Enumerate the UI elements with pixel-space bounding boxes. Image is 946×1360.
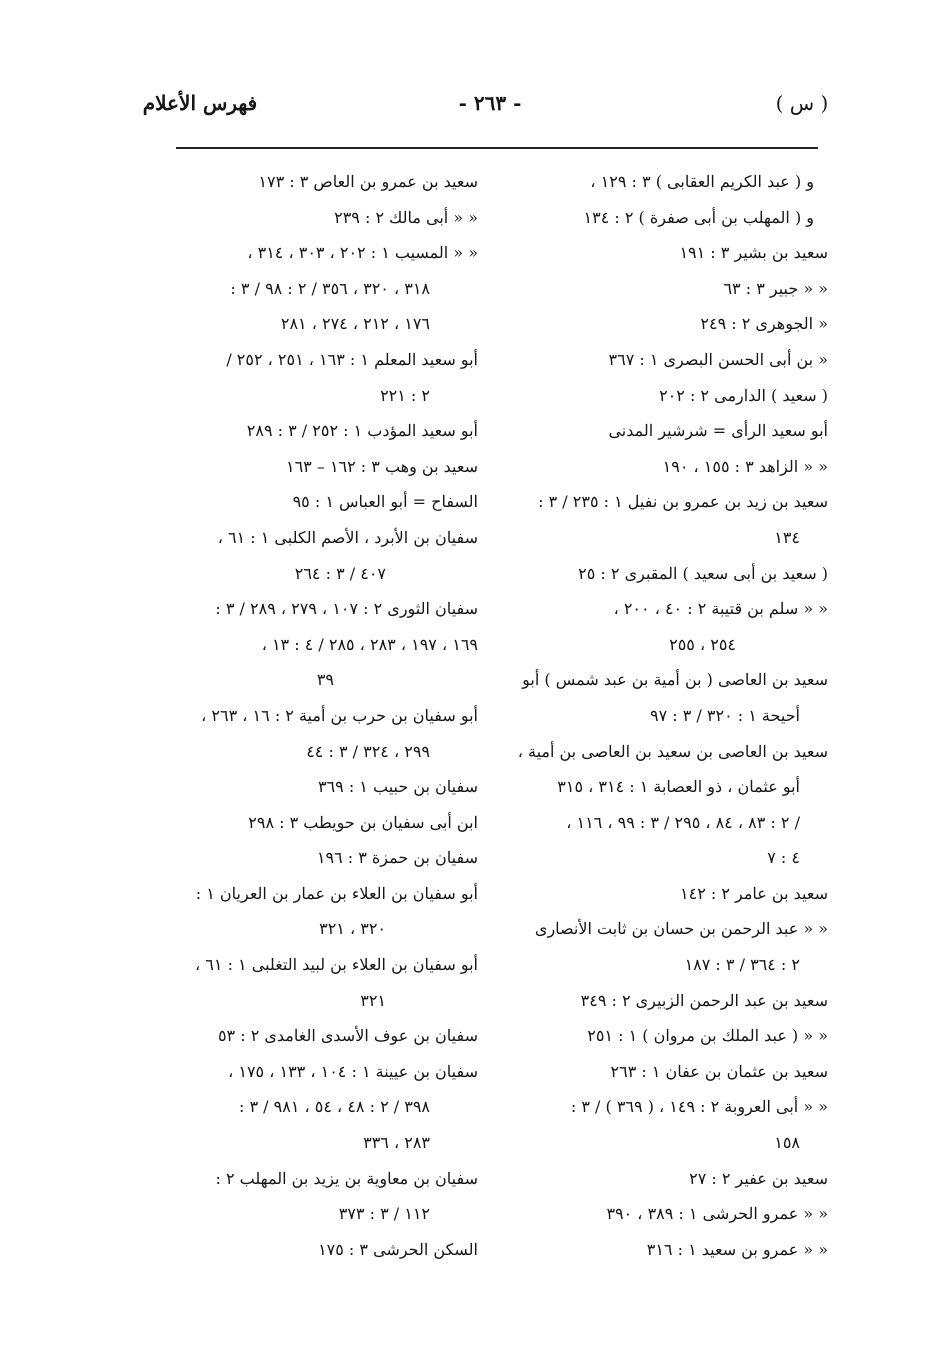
index-entry-line: أبو سعيد المعلم ١ : ١٦٣ ، ٢٥١ ، ٢٥٢ /: [226, 349, 478, 369]
index-entry-line: « « عبد الرحمن بن حسان بن ثابت الأنصارى: [534, 919, 828, 939]
index-entry-line: ٢ : ٣٦٤ / ٣ : ١٨٧: [684, 955, 800, 975]
index-entry-line: أبو سعيد الرأى = شرشير المدنى: [608, 421, 828, 441]
index-entry-line: « « عمرو بن سعيد ١ : ٣١٦: [646, 1239, 828, 1259]
running-title: فهرس الأعلام: [142, 91, 258, 115]
index-entry-line: سفيان بن معاوية بن يزيد بن المهلب ٢ :: [215, 1168, 478, 1188]
index-entry-line: و ( المهلب بن أبى صفرة ) ٢ : ١٣٤: [583, 207, 814, 227]
index-entry-line: ابن أبى سفيان بن حويطب ٣ : ٢٩٨: [248, 812, 478, 832]
index-entry-line: سعيد بن العاصى بن سعيد بن العاصى بن أمية ،: [517, 741, 828, 761]
index-entry-line: ٣١٨ ، ٣٢٠ ، ٣٥٦ / ٢ : ٩٨ / ٣ :: [230, 278, 430, 298]
index-entry-line: ٤ : ٧: [767, 848, 800, 868]
index-entry-line: السفاح = أبو العباس ١ : ٩٥: [292, 492, 478, 512]
index-entry-line: أبو سفيان بن العلاء بن عمار بن العريان ١ :: [195, 883, 478, 903]
index-entry-line: أحيحة ١ : ٣٢٠ / ٣ : ٩٧: [650, 705, 800, 725]
index-entry-line: ٢٩٩ ، ٣٢٤ / ٣ : ٤٤: [306, 741, 430, 761]
index-entry-line: ٣٩٨ / ٢ : ٤٨ ، ٥٤ ، ٩٨١ / ٣ :: [239, 1097, 430, 1117]
index-entry-line: سعيد بن عامر ٢ : ١٤٢: [680, 883, 828, 903]
index-entry-line: سفيان بن عوف الأسدى الغامدى ٢ : ٥٣: [217, 1026, 478, 1046]
index-entry-line: سفيان بن حبيب ١ : ٣٦٩: [317, 777, 478, 797]
index-entry-line: سفيان الثورى ٢ : ١٠٧ ، ٢٧٩ ، ٢٨٩ / ٣ :: [215, 599, 478, 619]
index-entry-line: ٢٥٤ ، ٢٥٥: [669, 634, 736, 654]
index-entry-line: ١٥٨: [774, 1133, 800, 1153]
index-entry-line: سعيد بن عثمان بن عفان ١ : ٢٦٣: [610, 1061, 828, 1081]
index-entry-line: سفيان بن الأبرد ، الأصم الكلبى ١ : ٦١ ،: [217, 527, 478, 547]
index-entry-line: ( سعيد ) الدارمى ٢ : ٢٠٢: [659, 385, 828, 405]
index-entry-line: السكن الحرشى ٣ : ١٧٥: [318, 1239, 478, 1259]
index-entry-line: سعيد بن العاصى ( بن أمية بن عبد شمس ) أبو: [522, 670, 828, 690]
index-entry-line: أبو عثمان ، ذو العصابة ١ : ٣١٤ ، ٣١٥: [557, 777, 800, 797]
index-entry-line: « « المسيب ١ : ٢٠٢ ، ٣٠٣ ، ٣١٤ ،: [247, 243, 478, 263]
index-entry-line: سعيد بن عفير ٢ : ٢٧: [689, 1168, 828, 1188]
index-entry-line: « الجوهرى ٢ : ٢٤٩: [700, 314, 828, 334]
index-entry-line: سفيان بن عيينة ١ : ١٠٤ ، ١٣٣ ، ١٧٥ ،: [228, 1061, 478, 1081]
index-entry-line: سعيد بن بشير ٣ : ١٩١: [679, 243, 828, 263]
index-entry-line: « « ( عبد الملك بن مروان ) ١ : ٢٥١: [587, 1026, 828, 1046]
index-entry-line: « « أبى العروبة ٢ : ١٤٩ ، ( ٣٦٩ ) / ٣ :: [570, 1097, 828, 1117]
section-letter: ( س ): [775, 91, 829, 115]
index-entry-line: « بن أبى الحسن البصرى ١ : ٣٦٧: [608, 349, 828, 369]
index-entry-line: أبو سفيان بن حرب بن أمية ٢ : ١٦ ، ٢٦٣ ،: [201, 705, 478, 725]
index-entry-line: ١٣٤: [774, 527, 800, 547]
index-entry-line: ٢ : ٢٢١: [380, 385, 430, 405]
index-entry-line: ٤٠٧ / ٣ : ٢٦٤: [294, 563, 386, 583]
index-entry-line: / ٢ : ٨٣ ، ٨٤ ، ٢٩٥ / ٣ : ٩٩ ، ١١٦ ،: [566, 812, 800, 832]
index-entry-line: أبو سعيد المؤدب ١ : ٢٥٢ / ٣ : ٢٨٩: [246, 421, 478, 441]
index-entry-line: ١٦٩ ، ١٩٧ ، ٢٨٣ ، ٢٨٥ / ٤ : ١٣ ،: [261, 634, 478, 654]
index-entry-line: « « الزاهد ٣ : ١٥٥ ، ١٩٠: [662, 456, 828, 476]
index-column-left: [152, 164, 478, 1267]
index-entry-line: « « أبى مالك ٢ : ٢٣٩: [334, 207, 478, 227]
page-number: - ٢٦٣ -: [458, 91, 522, 115]
index-entry-line: و ( عبد الكريم العقابى ) ٣ : ١٢٩ ،: [590, 172, 814, 191]
index-entry-line: سعيد بن زيد بن عمرو بن نفيل ١ : ٢٣٥ / ٣ :: [538, 492, 828, 512]
index-column-right: [498, 164, 828, 1267]
index-entry-line: أبو سفيان بن العلاء بن لبيد التغلبى ١ : ٦١ ،: [195, 955, 478, 975]
index-entry-line: ٣٢١: [360, 990, 386, 1010]
index-entry-line: سفيان بن حمزة ٣ : ١٩٦: [316, 848, 478, 868]
index-entry-line: سعيد بن عمرو بن العاص ٣ : ١٧٣: [258, 172, 478, 191]
index-entry-line: « « جبير ٣ : ٦٣: [723, 278, 828, 298]
index-entry-line: « « عمرو الحرشى ١ : ٣٨٩ ، ٣٩٠: [606, 1204, 828, 1224]
index-entry-line: ١١٢ / ٣ : ٣٧٣: [338, 1204, 430, 1224]
index-entry-line: سعيد بن وهب ٣ : ١٦٢ – ١٦٣: [285, 456, 478, 476]
index-entry-line: سعيد بن عبد الرحمن الزبيرى ٢ : ٣٤٩: [580, 990, 828, 1010]
index-entry-line: « « سلم بن قتيبة ٢ : ٤٠ ، ٢٠٠ ،: [613, 599, 828, 619]
index-entry-line: ٣٢٠ ، ٣٢١: [319, 919, 386, 939]
index-entry-line: ١٧٦ ، ٢١٢ ، ٢٧٤ ، ٢٨١: [280, 314, 430, 334]
index-entry-line: ( سعيد بن أبى سعيد ) المقبرى ٢ : ٢٥: [578, 563, 828, 583]
index-entry-line: ٣٩: [316, 670, 334, 690]
index-entry-line: ٢٨٣ ، ٣٣٦: [363, 1133, 430, 1153]
header-rule: [176, 147, 818, 149]
